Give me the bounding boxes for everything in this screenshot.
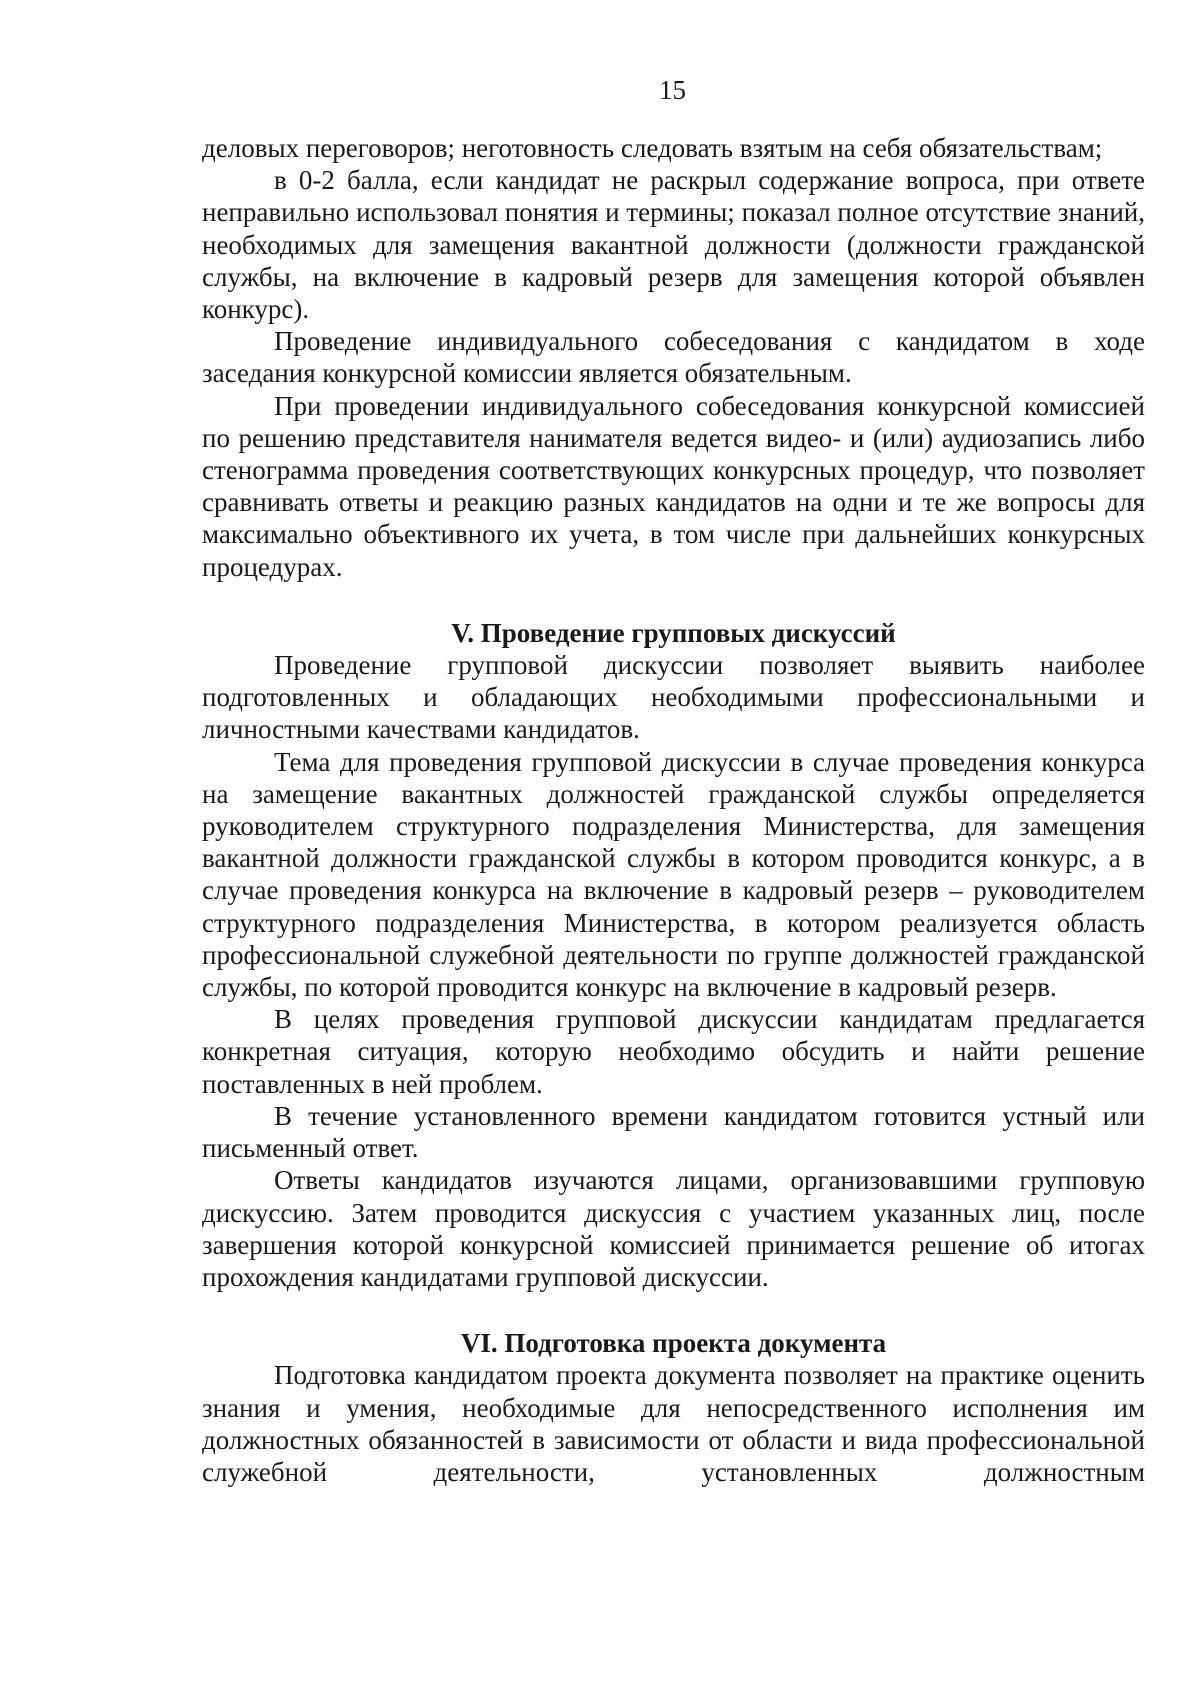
document-body xyxy=(202,132,1145,1488)
paragraph-intro-4: При проведении индивидуального собеседования конкурсной комиссией по решению представителя нанимателя ведется видео- и (или) аудиозапись либо стенограмма проведения соответствующих конкурсных процедур, что позволяет сравнивать ответы и реакцию разных кандидатов на одни и те же вопросы для максимально объективного их учета, в том числе при дальнейших конкурсных процедурах. xyxy=(202,390,1145,582)
section-spacer xyxy=(202,1293,1145,1327)
section-5-paragraph-1: Проведение групповой дискуссии позволяет выявить наиболее подготовленных и обладающих необходимыми профессиональными и личностными качествами кандидатов. xyxy=(202,650,1145,745)
section-5-heading: V. Проведение групповых дискуссий xyxy=(451,617,896,648)
section-spacer xyxy=(202,583,1145,617)
section-6-paragraph-1: Подготовка кандидатом проекта документа позволяет на практике оценить знания и умения, необходимые для непосредственного исполнения им должностных обязанностей в зависимости от области и вида профессиональной служебной деятельности, установленных должностным xyxy=(202,1360,1145,1487)
paragraph-intro-3: Проведение индивидуального собеседования с кандидатом в ходе заседания конкурсной комиссии является обязательным. xyxy=(202,326,1145,389)
paragraph-intro-2: в 0-2 балла, если кандидат не раскрыл содержание вопроса, при ответе неправильно использовал понятия и термины; показал полное отсутствие знаний, необходимых для замещения вакантной должности (должности гражданской службы, на включение в кадровый резерв для замещения которой объявлен конкурс). xyxy=(202,165,1145,325)
paragraph-intro-1: деловых переговоров; неготовность следовать взятым на себя обязательствам; xyxy=(202,133,1103,163)
section-5-paragraph-3: В целях проведения групповой дискуссии кандидатам предлагается конкретная ситуация, которую необходимо обсудить и найти решение поставленных в ней проблем. xyxy=(202,1004,1145,1099)
section-5-paragraph-2: Тема для проведения групповой дискуссии в случае проведения конкурса на замещение вакантных должностей гражданской службы определяется руководителем структурного подразделения Министерства, для замещения вакантной должности гражданской службы в котором проводится конкурс, а в случае проведения конкурса на включение в кадровый резерв – руководителем структурного подразделения Министерства, в котором реализуется область профессиональной служебной деятельности по группе должностей гражданской службы, по которой проводится конкурс на включение в кадровый резерв. xyxy=(202,746,1145,1003)
page-number: 15 xyxy=(659,75,686,105)
section-5-paragraph-4: В течение установленного времени кандидатом готовится устный или письменный ответ. xyxy=(202,1100,1145,1164)
section-5-paragraph-5: Ответы кандидатов изучаются лицами, организовавшими групповую дискуссию. Затем проводится дискуссия с участием указанных лиц, после завершения которой конкурсной комиссией принимается решение об итогах прохождения кандидатами групповой дискуссии. xyxy=(202,1165,1145,1292)
section-6-heading: VI. Подготовка проекта документа xyxy=(460,1328,887,1359)
